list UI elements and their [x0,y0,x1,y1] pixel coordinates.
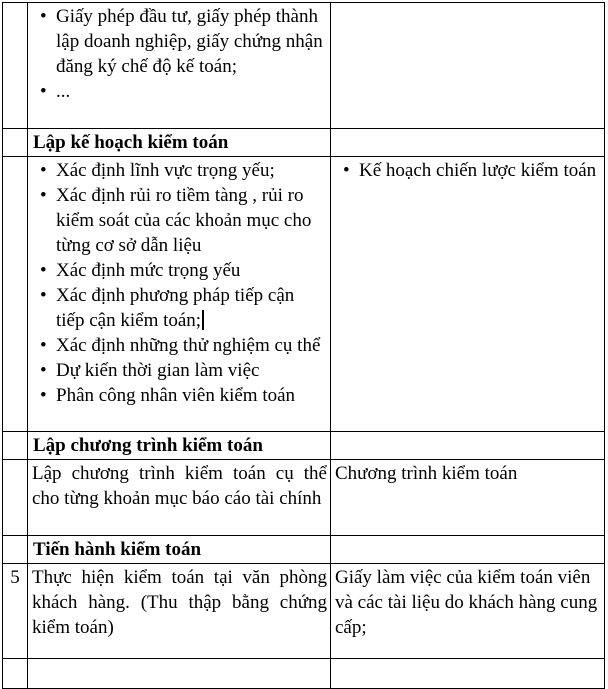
row7-output-cell[interactable]: Giấy làm việc của kiểm toán viên và các tài liệu do khách hàng cung cấp; [331,564,605,659]
section-header-planning[interactable]: Lập kế hoạch kiểm toán [28,129,331,157]
bullet-text: Xác định mức trọng yếu [56,260,241,281]
row5-number-cell[interactable] [3,460,28,536]
table-row-header-program [3,432,605,460]
table-row-execution [3,564,605,659]
row6-output-cell[interactable] [331,536,605,564]
bullet-text: Xác định lĩnh vực trọng yếu; [56,160,275,181]
row4-output-cell[interactable] [331,432,605,460]
row8-tasks-cell[interactable] [28,659,331,689]
table-row-header-planning [3,129,605,157]
list-item [30,383,327,408]
list-item [30,358,327,383]
documents-bullet-list [30,4,327,104]
table-row-header-execution [3,536,605,564]
step-number[interactable]: 5 [3,564,28,659]
row1-tasks-cell[interactable] [28,3,331,129]
list-item [30,283,327,333]
list-item [30,158,327,183]
row6-number-cell[interactable] [3,536,28,564]
bullet-text: Kế hoạch chiến lược kiểm toán [359,160,597,181]
row8-number-cell[interactable] [3,659,28,689]
bullet-text: ... [56,81,71,102]
table-row-partial [3,659,605,689]
row8-output-cell[interactable] [331,659,605,689]
list-item [30,79,327,104]
bullet-text: Phân công nhân viên kiểm toán [56,385,296,406]
row1-number-cell[interactable] [3,3,28,129]
table-row-program [3,460,605,536]
planning-bullet-list [30,158,327,408]
planning-output-bullet-list [333,158,601,183]
bullet-text: Xác định phương pháp tiếp cận tiếp cận kiểm toán; [56,285,295,331]
bullet-text: Xác định những thử nghiệm cụ thể [56,335,321,356]
list-item [30,4,327,79]
list-item [333,158,601,183]
row1-output-cell[interactable] [331,3,605,129]
bullet-text: Xác định rủi ro tiềm tàng , rủi ro kiểm soát của các khoản mục cho từng cơ sở dẫn liệu [56,185,312,256]
row2-number-cell[interactable] [3,129,28,157]
row5-tasks-cell[interactable]: Lập chương trình kiểm toán cụ thể cho từng khoản mục báo cáo tài chính [28,460,331,536]
section-header-program[interactable]: Lập chương trình kiểm toán [28,432,331,460]
row2-output-cell[interactable] [331,129,605,157]
table-row-planning-tasks [3,157,605,432]
row4-number-cell[interactable] [3,432,28,460]
row3-output-cell[interactable] [331,157,605,432]
section-header-execution[interactable]: Tiến hành kiểm toán [28,536,331,564]
bullet-text: Dự kiến thời gian làm việc [56,360,260,381]
list-item [30,183,327,258]
row3-tasks-cell[interactable] [28,157,331,432]
text-cursor [202,310,204,330]
audit-process-table [2,2,605,689]
row7-tasks-cell[interactable]: Thực hiện kiểm toán tại văn phòng khách hàng. (Thu thập bằng chứng kiểm toán) [28,564,331,659]
bullet-text: Giấy phép đầu tư, giấy phép thành lập doanh nghiệp, giấy chứng nhận đăng ký chế độ kế toán; [56,6,323,77]
table-row-documents [3,3,605,129]
row3-number-cell[interactable] [3,157,28,432]
list-item [30,258,327,283]
row5-output-cell[interactable]: Chương trình kiểm toán [331,460,605,536]
list-item [30,333,327,358]
